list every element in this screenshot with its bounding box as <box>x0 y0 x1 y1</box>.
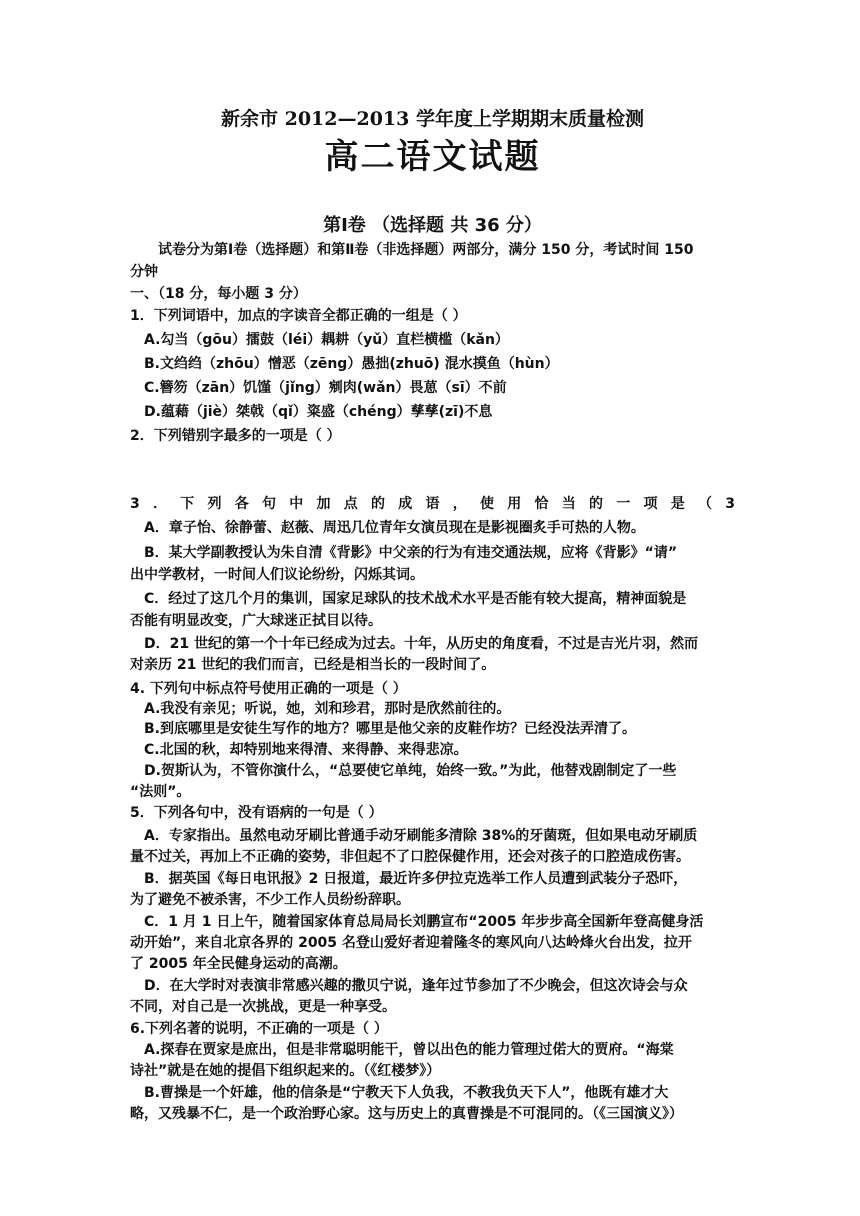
stem-char: 列 <box>207 496 222 512</box>
stem-char: 语 <box>425 496 440 512</box>
question-1-option-a: A.勾当（gōu）擂鼓（léi）耦耕（yǔ）直栏横槛（kǎn） <box>144 332 509 348</box>
question-3-option-d-line-1: D．21 世纪的第一个十年已经成为过去。十年，从历史的角度看，不过是吉光片羽，然而 <box>144 636 698 652</box>
stem-char: 恰 <box>534 496 549 512</box>
question-3-stem <box>130 494 735 514</box>
question-6-option-a-line-2: 诗社”就是在她的提倡下组织起来的。（《红楼梦》） <box>130 1063 441 1079</box>
question-4-stem: 4. 下列句中标点符号使用正确的一项是（ ） <box>130 681 407 697</box>
stem-char: 下 <box>180 496 195 512</box>
stem-char: ， <box>452 496 467 512</box>
question-5-option-b-line-1: B．据英国《每日电讯报》2 日报道，最近许多伊拉克选举工作人员遭到武装分子恐吓， <box>144 871 688 887</box>
question-5-option-c-line-1: C．1 月 1 日上午，随着国家体育总局局长刘鹏宣布“2005 年步步高全国新年登高健身活 <box>144 914 704 930</box>
question-4-option-d-line-2: “法则”。 <box>130 784 191 800</box>
question-6-option-b-line-2: 略，又残暴不仁，是一个政治野心家。这与历史上的真曹操是不可混同的。（《三国演义》） <box>130 1106 683 1122</box>
stem-char: 的 <box>589 496 603 512</box>
question-5-stem: 5．下列各句中，没有语病的一句是（ ） <box>130 805 383 821</box>
stem-char: 点 <box>343 496 358 512</box>
question-3-option-b-line-2: 出中学教材，一时间人们议论纷纷，闪烁其词。 <box>130 567 424 583</box>
question-3-option-c-line-1: C．经过了这几个月的集训，国家足球队的技术战术水平是否能有较大提高，精神面貌是 <box>144 591 687 607</box>
stem-char: 当 <box>561 496 576 512</box>
stem-char: 加 <box>316 496 331 512</box>
stem-char: 用 <box>507 496 522 512</box>
stem-char: 3 <box>725 496 735 512</box>
stem-char: 使 <box>480 496 494 512</box>
exam-paper-title: 高二语文试题 <box>324 137 541 177</box>
question-5-option-b-line-2: 为了避免不被杀害，不少工作人员纷纷辞职。 <box>130 892 410 908</box>
stem-char: 项 <box>643 496 658 512</box>
question-4-option-a: A.我没有亲见；听说，她，刘和珍君，那时是欣然前往的。 <box>144 701 511 717</box>
question-2-stem: 2．下列错别字最多的一项是（ ） <box>130 428 341 444</box>
question-3-option-b-line-1: B．某大学副教授认为朱自清《背影》中父亲的行为有违交通法规，应将《背影》“请” <box>144 545 678 561</box>
question-1-option-c: C.簪笏（zān）饥馑（jǐng）剜肉(wǎn）畏葸（sī）不前 <box>144 380 507 396</box>
question-5-option-d-line-1: D．在大学时对表演非常感兴趣的撒贝宁说，逢年过节参加了不少晚会，但这次诗会与众 <box>144 978 688 994</box>
question-4-option-d-line-1: D.贺斯认为，不管你演什么，“总要使它单纯，始终一致。”为此，他替戏剧制定了一些 <box>144 763 677 779</box>
stem-char: ． <box>153 496 167 512</box>
stem-char: 是 <box>670 496 685 512</box>
stem-char: 中 <box>289 496 304 512</box>
question-5-option-a-line-1: A．专家指出。虽然电动牙刷比普通手动牙刷能多清除 38%的牙菌斑，但如果电动牙刷质 <box>144 828 698 844</box>
question-6-option-b-line-1: B.曹操是一个奸雄，他的信条是“宁教天下人负我，不教我负天下人”，他既有雄才大 <box>144 1085 669 1101</box>
question-4-option-b: B.到底哪里是安徒生写作的地方？哪里是他父亲的皮鞋作坊？已经没法弄清了。 <box>144 721 636 737</box>
question-4-option-c: C.北国的秋，却特别地来得清、来得静、来得悲凉。 <box>144 742 468 758</box>
stem-char: 一 <box>616 496 631 512</box>
school-exam-title: 新余市 2012—2013 学年度上学期期末质量检测 <box>221 108 644 130</box>
stem-char: 的 <box>371 496 385 512</box>
question-3-option-c-line-2: 否能有明显改变，广大球迷正拭目以待。 <box>130 613 382 629</box>
section-title: 第Ⅰ卷 （选择题 共 36 分） <box>323 215 542 236</box>
question-6-stem: 6.下列名著的说明，不正确的一项是（ ） <box>130 1021 388 1037</box>
stem-char: （ <box>698 496 712 512</box>
stem-char: 句 <box>262 496 276 512</box>
question-1-option-b: B.文绉绉（zhōu）憎恶（zēng）愚拙(zhuō) 混水摸鱼（hùn） <box>144 356 559 372</box>
stem-char: 成 <box>398 496 413 512</box>
stem-char: 各 <box>234 496 249 512</box>
question-5-option-c-line-3: 了 2005 年全民健身运动的高潮。 <box>130 956 347 972</box>
question-6-option-a-line-1: A.探春在贾家是庶出，但是非常聪明能干，曾以出色的能力管理过偌大的贾府。“海棠 <box>144 1042 674 1058</box>
question-5-option-d-line-2: 不同，对自己是一次挑战，更是一种享受。 <box>130 999 396 1015</box>
question-3-option-a-text: A．章子怡、徐静蕾、赵薇、周迅几位青年女演员现在是影视圈炙手可热的人物。 <box>144 520 645 536</box>
part-heading: 一、（18 分，每小题 3 分） <box>130 286 307 302</box>
stem-char: 3 <box>130 496 140 512</box>
intro-line-1: 试卷分为第Ⅰ卷（选择题）和第Ⅱ卷（非选择题）两部分，满分 150 分，考试时间 150 <box>158 242 694 258</box>
question-1-option-d: D.蕴藉（jiè）桀戟（qǐ）粢盛（chéng）孳孳(zī)不息 <box>144 404 493 420</box>
question-5-option-c-line-2: 动开始”，来自北京各界的 2005 名登山爱好者迎着隆冬的寒风向八达岭烽火台出发，拉开 <box>130 935 692 951</box>
question-5-option-a-line-2: 量不过关，再加上不正确的姿势，非但起不了口腔保健作用，还会对孩子的口腔造成伤害。 <box>130 849 690 865</box>
intro-line-2: 分钟 <box>130 264 158 280</box>
question-1-stem: 1．下列词语中，加点的字读音全都正确的一组是（ ） <box>130 308 467 324</box>
question-3-option-d-line-2: 对亲历 21 世纪的我们而言，已经是相当长的一段时间了。 <box>130 657 496 673</box>
